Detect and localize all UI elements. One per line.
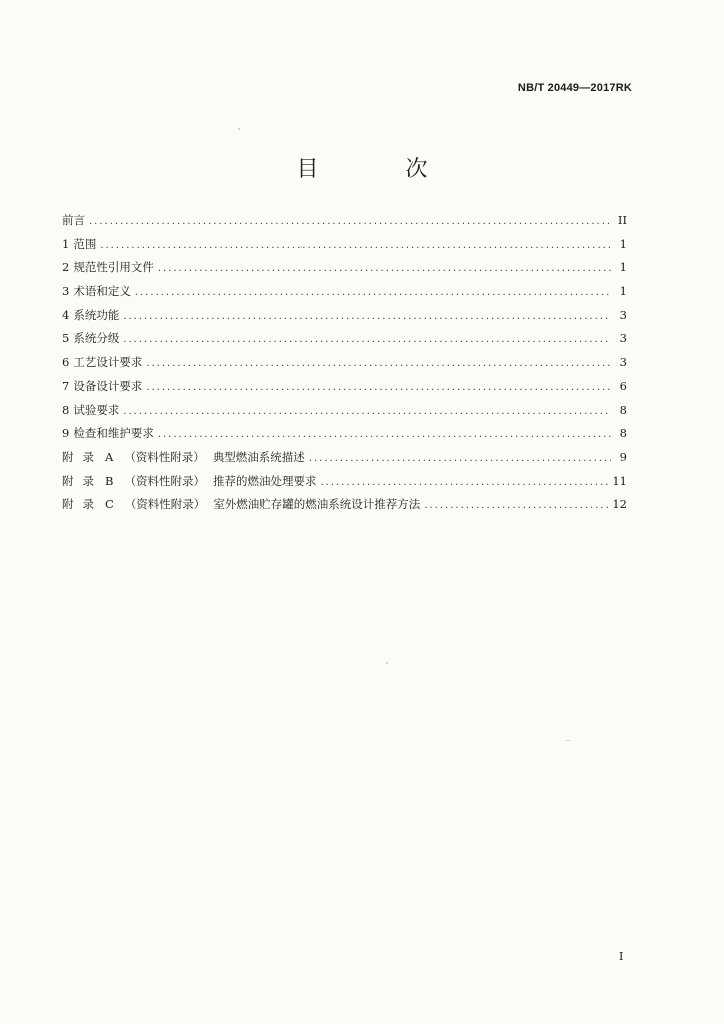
scan-speck [386, 662, 388, 664]
toc-entry-label [62, 496, 420, 512]
toc-entry-5[interactable] [62, 330, 627, 354]
toc-entry-text: 检查和维护要求 [73, 426, 154, 441]
toc-appendix-a[interactable] [62, 449, 627, 473]
toc-leader-dots [424, 500, 608, 511]
toc-leader-dots [158, 429, 611, 440]
standard-code: NB/T 20449—2017RK [517, 82, 632, 94]
toc-page-number: 1 [619, 284, 627, 299]
toc-entry-number: 7 [62, 378, 70, 393]
toc-entry-3[interactable] [62, 283, 627, 307]
toc-appendix-b[interactable] [62, 473, 627, 497]
toc-entry-text: 设备设计要求 [73, 378, 143, 393]
toc-page-number: 1 [619, 236, 627, 251]
toc-page-number: 8 [619, 402, 627, 417]
toc-entry-text: 室外燃油贮存罐的燃油系统设计推荐方法 [213, 497, 421, 512]
toc-entry-label [62, 449, 305, 465]
toc-page-number: II [617, 213, 627, 227]
appendix-prefix: 附录 [62, 449, 103, 464]
toc-page-number: 3 [619, 307, 627, 322]
toc-entry-label [62, 378, 142, 394]
toc-entry-label [62, 354, 142, 370]
toc-page-number: 3 [619, 355, 627, 370]
toc-entry-label [62, 283, 131, 299]
toc-entry-text: 系统功能 [73, 307, 120, 322]
toc-leader-dots [146, 358, 611, 369]
toc-entry-number: 8 [62, 402, 70, 417]
appendix-kind: （资料性附录） [124, 497, 206, 512]
toc-entry-1[interactable] [62, 236, 627, 260]
appendix-letter: A [105, 449, 123, 464]
appendix-prefix: 附录 [62, 497, 103, 512]
toc-page-number: 12 [612, 497, 627, 512]
toc-leader-dots [100, 240, 611, 251]
toc-entry-number: 4 [62, 307, 70, 322]
toc-entry-text: 前言 [62, 213, 85, 227]
toc-entry-2[interactable] [62, 259, 627, 283]
toc-leader-dots [123, 334, 611, 345]
toc-page-number: 8 [619, 426, 627, 441]
appendix-kind: （资料性附录） [124, 449, 205, 464]
toc-leader-dots [320, 477, 608, 488]
appendix-kind: （资料性附录） [124, 473, 205, 488]
toc-entry-label [62, 330, 119, 346]
toc-entry-number: 1 [62, 236, 70, 251]
toc-entry-text: 系统分级 [73, 331, 120, 346]
appendix-letter: B [105, 473, 123, 488]
toc-entry-7[interactable] [62, 378, 627, 402]
toc-entry-8[interactable] [62, 402, 627, 426]
toc-entry-text: 推荐的燃油处理要求 [212, 473, 317, 488]
toc-leader-dots [135, 287, 611, 298]
toc-entry-label [62, 473, 316, 489]
toc-entry-label [62, 307, 119, 323]
scan-speck [300, 246, 302, 248]
toc-entry-number: 3 [62, 284, 70, 299]
toc-leader-dots [89, 216, 611, 227]
toc-entry-6[interactable] [62, 354, 627, 378]
toc-page-number: 11 [612, 473, 627, 488]
toc-page-number: 1 [619, 260, 627, 275]
toc-leader-dots [146, 382, 611, 393]
toc-entry-number: 5 [62, 331, 70, 346]
toc-entry-number: 6 [62, 355, 70, 370]
toc-appendix-c[interactable] [62, 496, 627, 520]
table-of-contents [62, 212, 627, 520]
toc-entry-label [62, 259, 154, 275]
page-title: 目 次 [296, 157, 468, 182]
toc-entry-9[interactable] [62, 425, 627, 449]
toc-entry-label [62, 425, 154, 441]
toc-entry-text: 规范性引用文件 [73, 260, 154, 275]
toc-entry-text: 典型燃油系统描述 [212, 449, 305, 464]
toc-entry-number: 9 [62, 426, 70, 441]
toc-entry-label [62, 212, 85, 228]
toc-entry-text: 工艺设计要求 [73, 355, 143, 370]
appendix-prefix: 附录 [62, 473, 103, 488]
toc-page-number: 6 [619, 378, 627, 393]
toc-entry-4[interactable] [62, 307, 627, 331]
toc-entry-text: 试验要求 [73, 402, 120, 417]
toc-leader-dots [123, 311, 611, 322]
toc-page-number: 9 [619, 449, 627, 464]
toc-entry-text: 范围 [73, 236, 97, 251]
toc-entry-number: 2 [62, 260, 70, 275]
scan-speck [566, 740, 570, 741]
scan-speck [238, 128, 240, 130]
toc-entry-text: 术语和定义 [73, 284, 131, 299]
toc-leader-dots [158, 263, 611, 274]
appendix-letter: C [105, 497, 123, 512]
toc-entry-label [62, 402, 119, 418]
toc-entry-foreword[interactable] [62, 212, 627, 236]
toc-leader-dots [123, 406, 611, 417]
toc-entry-label [62, 236, 96, 252]
footer-page-number: I [619, 950, 624, 963]
toc-page-number: 3 [619, 331, 627, 346]
toc-leader-dots [309, 453, 611, 464]
